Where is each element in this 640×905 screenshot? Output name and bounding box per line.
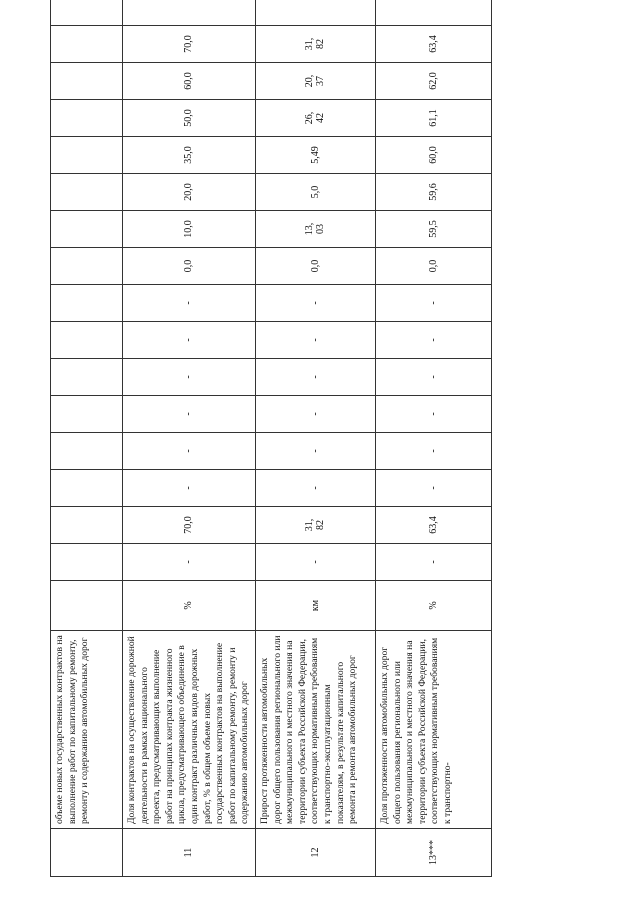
row-value: 0,0 [123,248,256,285]
row-value [51,137,123,174]
row-value: - [375,433,491,470]
row-value: 62,0 [375,63,491,100]
row-value: 35,0 [123,137,256,174]
rotated-table-wrapper [50,35,475,877]
row-value: 10,0 [123,211,256,248]
row-value-text: 13,03 [303,222,326,236]
row-value: 0,0 [375,248,491,285]
row-value: - [123,396,256,433]
table-row [255,0,375,877]
row-value-text: 31,82 [303,37,326,51]
row-value: 61,1 [375,100,491,137]
row-value [51,211,123,248]
row-description: Доля контрактов на осуществление дорожной деятельности в рамках национального проекта, предусматривающих выполнение работ на принципах контракта жизненного цикла, предусматривающего объединение в один контракт различных видов дорожных работ, % в общем объеме новых государственных контрактов на выполнение работ по капитальному ремонту, ремонту и содержанию автомобильных дорог [123,631,256,829]
row-value: 63,4 [375,26,491,63]
row-value: - [255,396,375,433]
row-description: объеме новых государственных контрактов на выполнение работ по капитальному ремонту, ремонту и содержанию автомобильных дорог [51,631,123,829]
row-value: 5,0 [255,174,375,211]
row-value: - [255,322,375,359]
row-value [51,359,123,396]
row-value: - [375,322,491,359]
row-value: - [123,285,256,322]
row-value: 5,49 [255,137,375,174]
row-unit: % [375,581,491,631]
row-value: - [255,359,375,396]
row-value: - [255,285,375,322]
row-value [51,544,123,581]
row-value: - [375,544,491,581]
row-value: - [255,433,375,470]
row-value [255,63,375,100]
row-value [51,396,123,433]
row-value: - [375,470,491,507]
row-value: - [123,359,256,396]
row-description: Прирост протяженности автомобильных дорог общего пользования регионального или межмуниципального и местного значения на территории субъекта Российской Федерации, соответствующих нормативным требованиям к транспортно-эксплуатационным показателям, в результате капитального ремонта и ремонта автомобильных дорог [255,631,375,829]
row-value: - [123,433,256,470]
row-value: 50,0 [123,100,256,137]
row-value [51,507,123,544]
row-value: - [375,359,491,396]
row-value: - [255,470,375,507]
row-value: 20,0 [123,174,256,211]
row-value [51,322,123,359]
row-value: 70,0 [123,26,256,63]
indicator-table [50,0,492,877]
row-value: 70,0 [123,507,256,544]
row-unit: % [123,581,256,631]
table-row [123,0,256,877]
row-value [255,211,375,248]
row-value [51,63,123,100]
table-row [375,0,491,877]
row-value [51,100,123,137]
row-value: 59,6 [375,174,491,211]
row-value-text: 26,42 [303,111,326,125]
row-value [255,100,375,137]
row-unit [51,581,123,631]
row-value: - [123,544,256,581]
row-value [123,0,256,26]
row-value [51,0,123,26]
row-value [51,433,123,470]
row-value: - [123,322,256,359]
row-value: 0,0 [255,248,375,285]
row-unit: км [255,581,375,631]
row-value [375,0,491,26]
row-number: 13*** [375,829,491,877]
row-value: - [375,396,491,433]
row-description: Доля протяженности автомобильных дорог общего пользования регионального или межмуниципального и местного значения на территории субъекта Российской Федерации, соответствующих нормативным требованиям к транспортно- [375,631,491,829]
row-value [255,507,375,544]
row-value: 63,4 [375,507,491,544]
row-value [51,174,123,211]
row-value: - [375,285,491,322]
row-value [51,470,123,507]
row-number: 12 [255,829,375,877]
table-row [51,0,123,877]
row-value [51,248,123,285]
row-value: 59,5 [375,211,491,248]
row-value: 60,0 [123,63,256,100]
row-value: - [123,470,256,507]
row-value [51,26,123,63]
row-value-text: 31,82 [303,518,326,532]
row-value [51,285,123,322]
row-number: 11 [123,829,256,877]
row-value-text: 20,37 [303,74,326,88]
row-value: 60,0 [375,137,491,174]
row-value [255,0,375,26]
row-value: - [255,544,375,581]
row-number [51,829,123,877]
row-value [255,26,375,63]
